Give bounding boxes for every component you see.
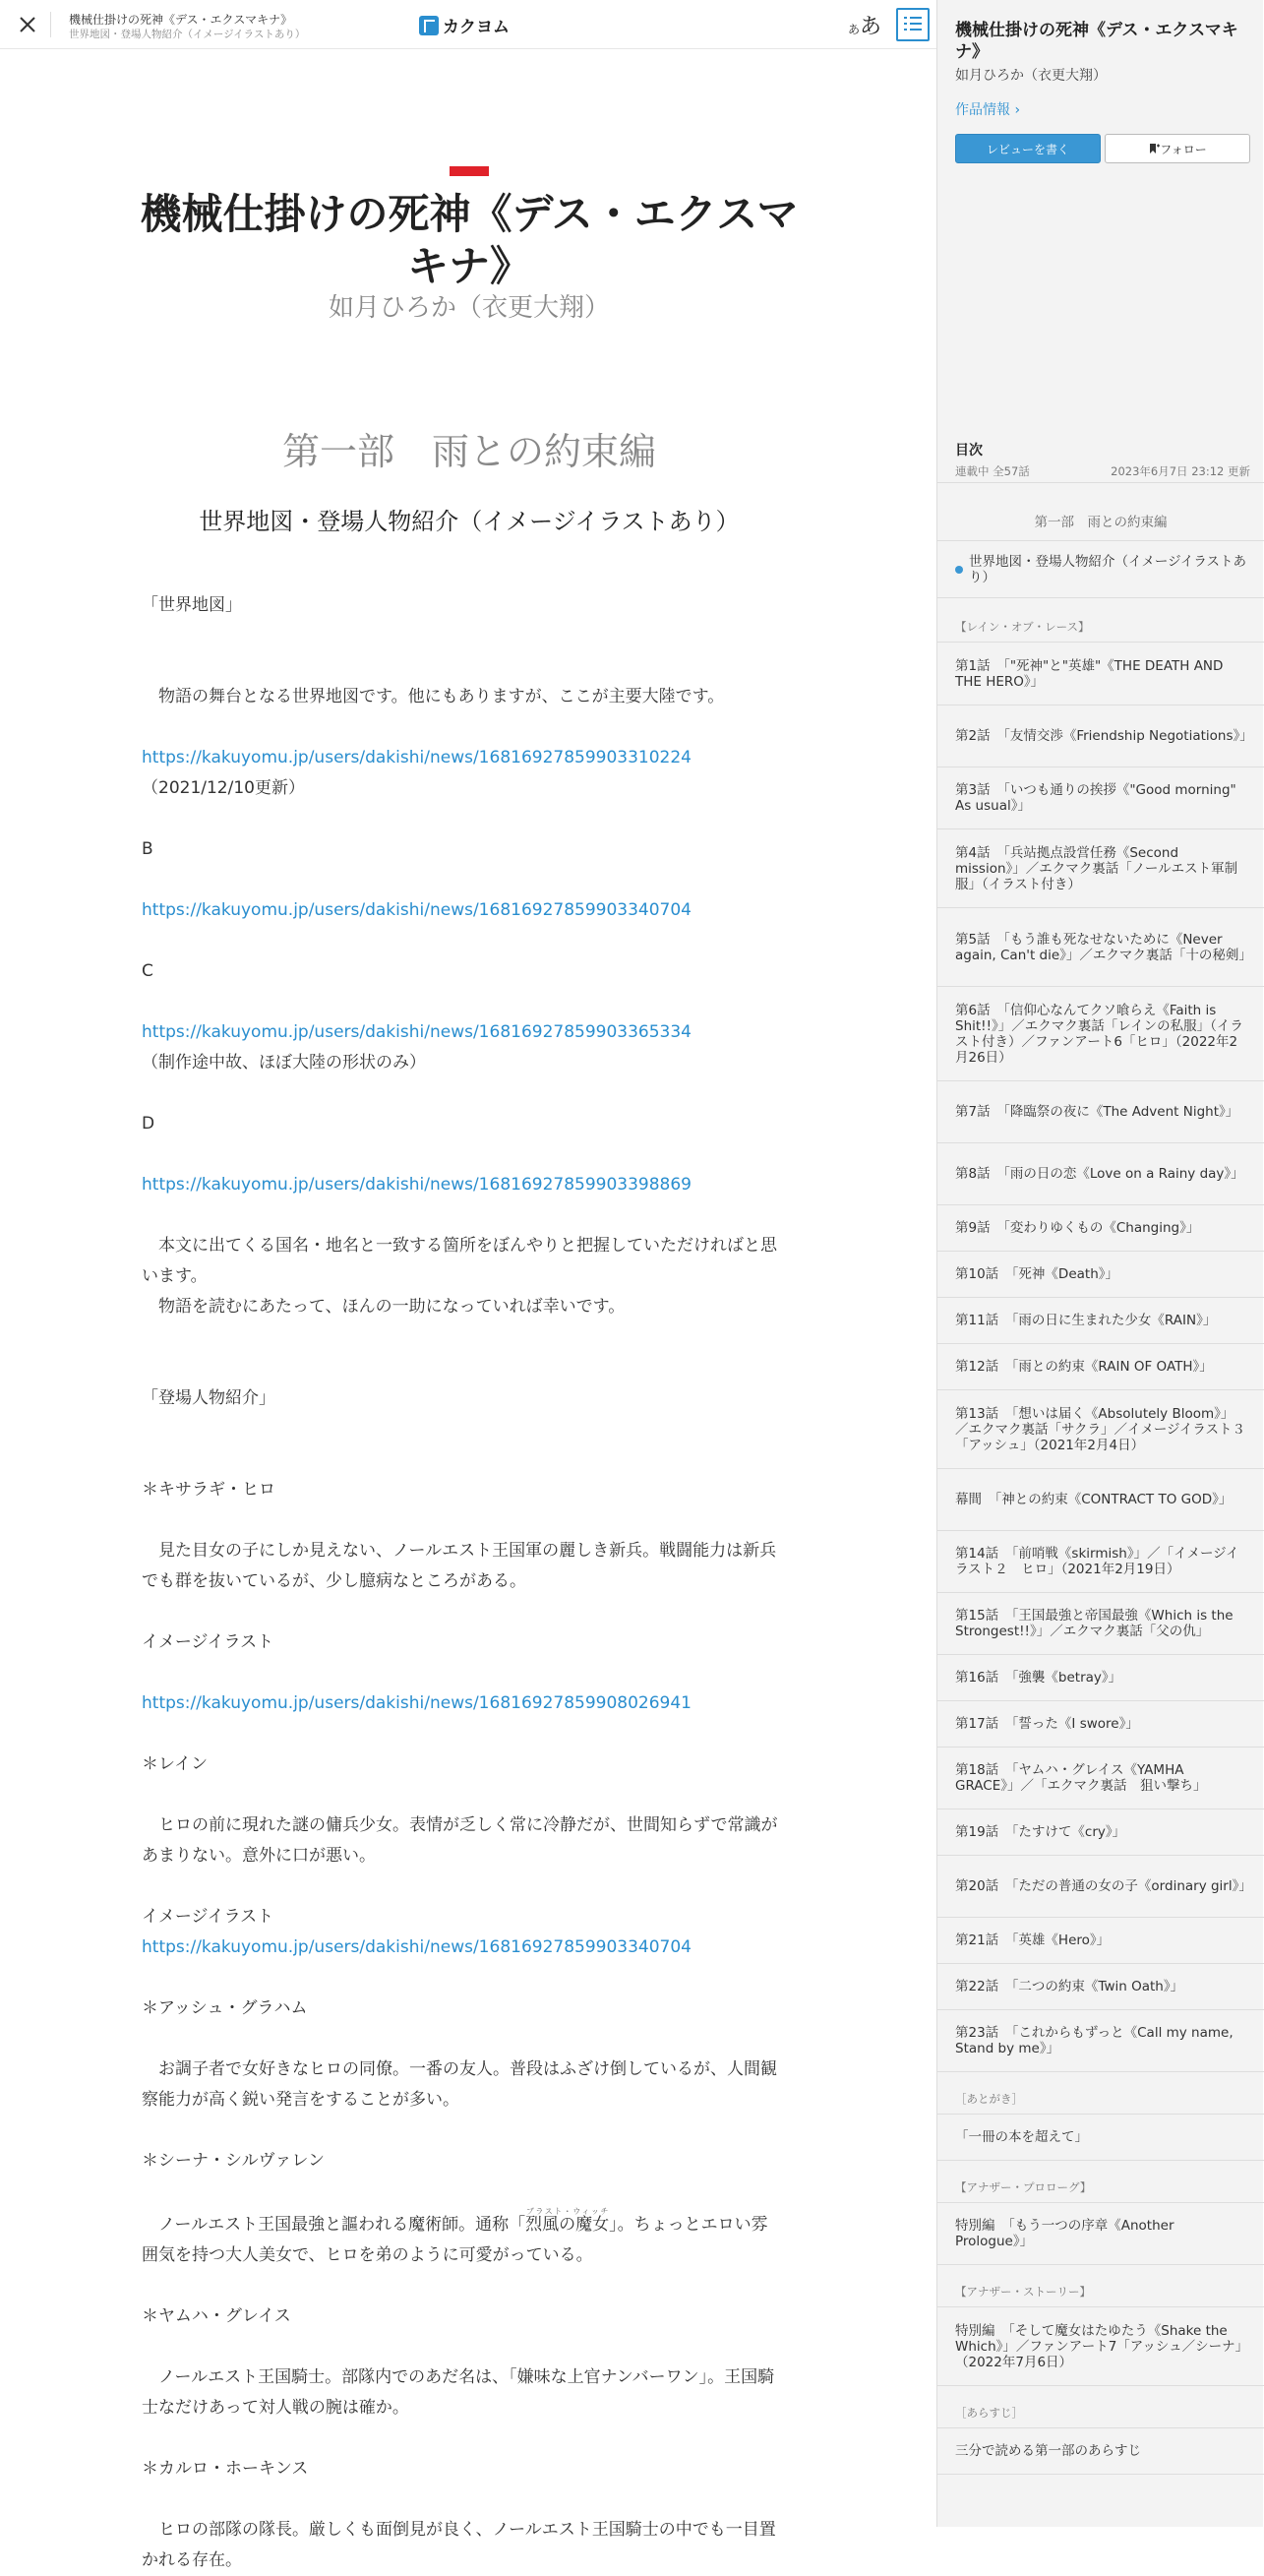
- title-accent-bar: [450, 166, 489, 176]
- bookmark-plus-icon: [1148, 143, 1160, 154]
- follow-button[interactable]: [1105, 134, 1250, 163]
- body-text: [142, 2207, 781, 2271]
- header-work-title[interactable]: 機械仕掛けの死神《デス・エクスマキナ》: [69, 13, 293, 27]
- illust-link-hiro[interactable]: https://kakuyomu.jp/users/dakishi/news/16816927859908026941: [142, 1693, 692, 1713]
- sidebar-work-title[interactable]: 機械仕掛けの死神《デス・エクスマキナ》: [955, 21, 1238, 62]
- logo-icon: [419, 16, 439, 35]
- episode-body: [142, 590, 781, 2576]
- header-episode-title: 世界地図・登場人物紹介（イメージイラストあり）: [69, 29, 306, 40]
- work-title: 機械仕掛けの死神《デス・エクスマキナ》: [140, 190, 799, 290]
- body-text: 物語の舞台となる世界地図です。他にもありますが、ここが主要大陸です。: [142, 687, 725, 706]
- toc-episode[interactable]: 第20話 「ただの普通の女の子《ordinary girl》」: [937, 1856, 1264, 1918]
- toc-chapter-title: ［あとがき］: [937, 2072, 1264, 2115]
- body-text: ヒロの前に現れた謎の傭兵少女。表情が乏しく常に冷静だが、世間知らずで常識があまりない。意外に口が悪い。: [142, 1815, 778, 1866]
- chevron-right-icon: ›: [1014, 102, 1021, 118]
- body-text: ヒロの部隊の隊長。厳しくも面倒見が良く、ノールエスト王国騎士の中でも一目置かれる存在。: [142, 2520, 776, 2570]
- toc-episode[interactable]: 第14話 「前哨戦《skirmish》」／「イメージイラスト２ ヒロ」（2021年2月19日）: [937, 1531, 1264, 1593]
- map-link-b[interactable]: https://kakuyomu.jp/users/dakishi/news/16816927859903340704: [142, 900, 692, 920]
- toc-episode-current[interactable]: 世界地図・登場人物紹介（イメージイラストあり）: [937, 541, 1264, 598]
- reader-header: [0, 0, 936, 49]
- toc-episode[interactable]: 第2話 「友情交渉《Friendship Negotiations》」: [937, 705, 1264, 767]
- font-large-glyph: あ: [860, 15, 882, 39]
- illust-link-rain[interactable]: https://kakuyomu.jp/users/dakishi/news/16816927859903340704: [142, 1937, 692, 1957]
- toc-episode[interactable]: 第5話 「もう誰も死なせないために《Never again, Can't die》」／エクマク裏話「十の秘剣」: [937, 908, 1264, 987]
- toc-chapter-title: 【アナザー・プロローグ】: [937, 2161, 1264, 2203]
- header-divider: [50, 12, 51, 37]
- body-text: （制作途中故、ほぼ大陸の形状のみ）: [142, 1053, 426, 1073]
- body-text: イメージイラスト: [142, 1907, 274, 1927]
- toc-updated: 2023年6月7日 23:12 更新: [1111, 464, 1250, 478]
- body-text: 本文に出てくる国名・地名と一致する箇所をぼんやりと把握していただければと思います。: [142, 1236, 777, 1286]
- toc-episode[interactable]: 第19話 「たすけて《cry》」: [937, 1809, 1264, 1856]
- font-small-glyph: あ: [848, 23, 861, 36]
- body-text: ノールエスト王国騎士。部隊内でのあだ名は、「嫌味な上官ナンバーワン」。王国騎士なだけあって対人戦の腕は確か。: [142, 2367, 775, 2418]
- toc-episode[interactable]: 第8話 「雨の日の恋《Love on a Rainy day》」: [937, 1143, 1264, 1205]
- toc-episode[interactable]: 「一冊の本を超えて」: [937, 2115, 1264, 2161]
- work-info-link[interactable]: [955, 99, 1020, 119]
- toc-episode[interactable]: 第7話 「降臨祭の夜に《The Advent Night》」: [937, 1081, 1264, 1143]
- map-link-d[interactable]: https://kakuyomu.jp/users/dakishi/news/16816927859903398869: [142, 1175, 692, 1195]
- toc-episode[interactable]: 第4話 「兵站拠点設営任務《Second mission》」／エクマク裏話「ノールエスト軍制服」（イラスト付き）: [937, 829, 1264, 908]
- toc-episode[interactable]: 第11話 「雨の日に生まれた少女《RAIN》」: [937, 1298, 1264, 1344]
- toc-episode[interactable]: 特別編 「もう一つの序章《Another Prologue》」: [937, 2203, 1264, 2265]
- follow-label: フォロー: [1160, 142, 1207, 156]
- ruby-base: 烈風の魔女: [525, 2215, 610, 2235]
- logo-text: カクヨム: [443, 18, 510, 37]
- toc-chapter-title: 【アナザー・ストーリー】: [937, 2265, 1264, 2307]
- toc-episode[interactable]: 第23話 「これからもずっと《Call my name, Stand by me》」: [937, 2010, 1264, 2072]
- toc-episode[interactable]: 第3話 「いつも通りの挨拶《"Good morning" As usual》」: [937, 767, 1264, 829]
- body-text: （2021/12/10更新）: [142, 778, 305, 798]
- body-text: 見た目女の子にしか見えない、ノールエスト王国軍の麗しき新兵。戦闘能力は新兵でも群を抜いているが、少し臆病なところがある。: [142, 1541, 777, 1591]
- episode-content: [0, 49, 936, 2570]
- toc-episode[interactable]: 第15話 「王国最強と帝国最強《Which is the Strongest!!》」／エクマク裏話「父の仇」: [937, 1593, 1264, 1655]
- body-text: 物語を読むにあたって、ほんの一助になっていれば幸いです。: [142, 1297, 626, 1317]
- toc-episode[interactable]: 第9話 「変わりゆくもの《Changing》」: [937, 1205, 1264, 1252]
- font-size-button[interactable]: [848, 10, 881, 40]
- ruby-annotation: ブラスト・ウィッチ: [525, 2207, 610, 2216]
- body-text: お調子者で女好きなヒロの同僚。一番の友人。普段はふざけ倒しているが、人間観察能力が高く鋭い発言をすることが多い。: [142, 2059, 777, 2110]
- toc-episode[interactable]: 三分で読める第一部のあらすじ: [937, 2428, 1264, 2475]
- toc-part-title: 第一部 雨との約束編: [937, 483, 1264, 541]
- toc-list: [937, 482, 1264, 2475]
- episode-title: 世界地図・登場人物紹介（イメージイラストあり）: [199, 508, 740, 535]
- body-text: D: [142, 1114, 155, 1134]
- body-text: 「登場人物紹介」: [142, 1388, 275, 1408]
- toc-episode[interactable]: 幕間 「神との約束《CONTRACT TO GOD》」: [937, 1469, 1264, 1531]
- toc-episode[interactable]: 第18話 「ヤムハ・グレイス《YAMHA GRACE》」／「エクマク裏話 狙い撃ち」: [937, 1748, 1264, 1809]
- body-text: C: [142, 961, 153, 981]
- toc-episode[interactable]: 第12話 「雨との約束《RAIN OF OATH》」: [937, 1344, 1264, 1390]
- toc-status: 連載中 全57話: [955, 464, 1030, 478]
- toc-chapter-title: ［あらすじ］: [937, 2386, 1264, 2428]
- toc-episode[interactable]: 第1話 「"死神"と"英雄"《THE DEATH AND THE HERO》」: [937, 643, 1264, 705]
- body-text-part: 」。ちょっとエロい雰囲気を持つ大人美女で、ヒロを弟のように可愛がっている。: [142, 2215, 768, 2265]
- toc-heading: 目次: [955, 443, 983, 459]
- toc-episode[interactable]: 第17話 「誓った《I swore》」: [937, 1701, 1264, 1748]
- toc-episode[interactable]: 第6話 「信仰心なんてクソ喰らえ《Faith is Shit!!》」／エクマク裏話「レインの私服」（イラスト付き）／ファンアート6「ヒロ」（2022年2月26日）: [937, 987, 1264, 1081]
- part-title: 第一部 雨との約束編: [281, 430, 656, 473]
- toc-episode[interactable]: 第16話 「強襲《betray》」: [937, 1655, 1264, 1701]
- body-text: ＊シーナ・シルヴァレン: [142, 2151, 325, 2171]
- body-text: 「世界地図」: [142, 595, 242, 615]
- body-text-part: ノールエスト王国最強と謳われる魔術師。通称「: [142, 2215, 526, 2235]
- map-link-a[interactable]: https://kakuyomu.jp/users/dakishi/news/16816927859903310224: [142, 748, 692, 767]
- map-link-c[interactable]: https://kakuyomu.jp/users/dakishi/news/16816927859903365334: [142, 1022, 692, 1042]
- kakuyomu-logo[interactable]: [419, 13, 510, 37]
- body-text: イメージイラスト: [142, 1632, 274, 1652]
- toc-episode[interactable]: 第22話 「二つの約束《Twin Oath》」: [937, 1964, 1264, 2010]
- work-author: 如月ひろか（衣更大翔）: [328, 293, 610, 323]
- toc-episode[interactable]: 第13話 「想いは届く《Absolutely Bloom》」／エクマク裏話「サクラ」／イメージイラスト３「アッシュ」（2021年2月4日）: [937, 1390, 1264, 1469]
- toc-sidebar: [936, 0, 1263, 2527]
- close-icon[interactable]: [14, 11, 41, 38]
- body-text: ＊アッシュ・グラハム: [142, 1998, 308, 2018]
- table-of-contents-icon[interactable]: [896, 8, 930, 41]
- ruby-text: [525, 2207, 610, 2235]
- toc-episode[interactable]: 第10話 「死神《Death》」: [937, 1252, 1264, 1298]
- write-review-button[interactable]: レビューを書く: [955, 134, 1101, 163]
- body-text: ＊レイン: [142, 1754, 209, 1774]
- body-text: B: [142, 839, 153, 859]
- toc-episode[interactable]: 第21話 「英雄《Hero》」: [937, 1918, 1264, 1964]
- toc-episode[interactable]: 特別編 「そして魔女はたゆたう《Shake the Which》」／ファンアート7「アッシュ／シーナ」（2022年7月6日）: [937, 2307, 1264, 2386]
- body-text: ＊キサラギ・ヒロ: [142, 1480, 275, 1500]
- toc-chapter-title: 【レイン・オブ・レース】: [937, 598, 1264, 643]
- body-text: ＊カルロ・ホーキンス: [142, 2459, 309, 2479]
- work-info-label: 作品情報: [955, 102, 1010, 118]
- body-text: ＊ヤムハ・グレイス: [142, 2306, 291, 2326]
- sidebar-author[interactable]: 如月ひろか（衣更大翔）: [955, 68, 1107, 84]
- toc-meta: [955, 463, 1250, 479]
